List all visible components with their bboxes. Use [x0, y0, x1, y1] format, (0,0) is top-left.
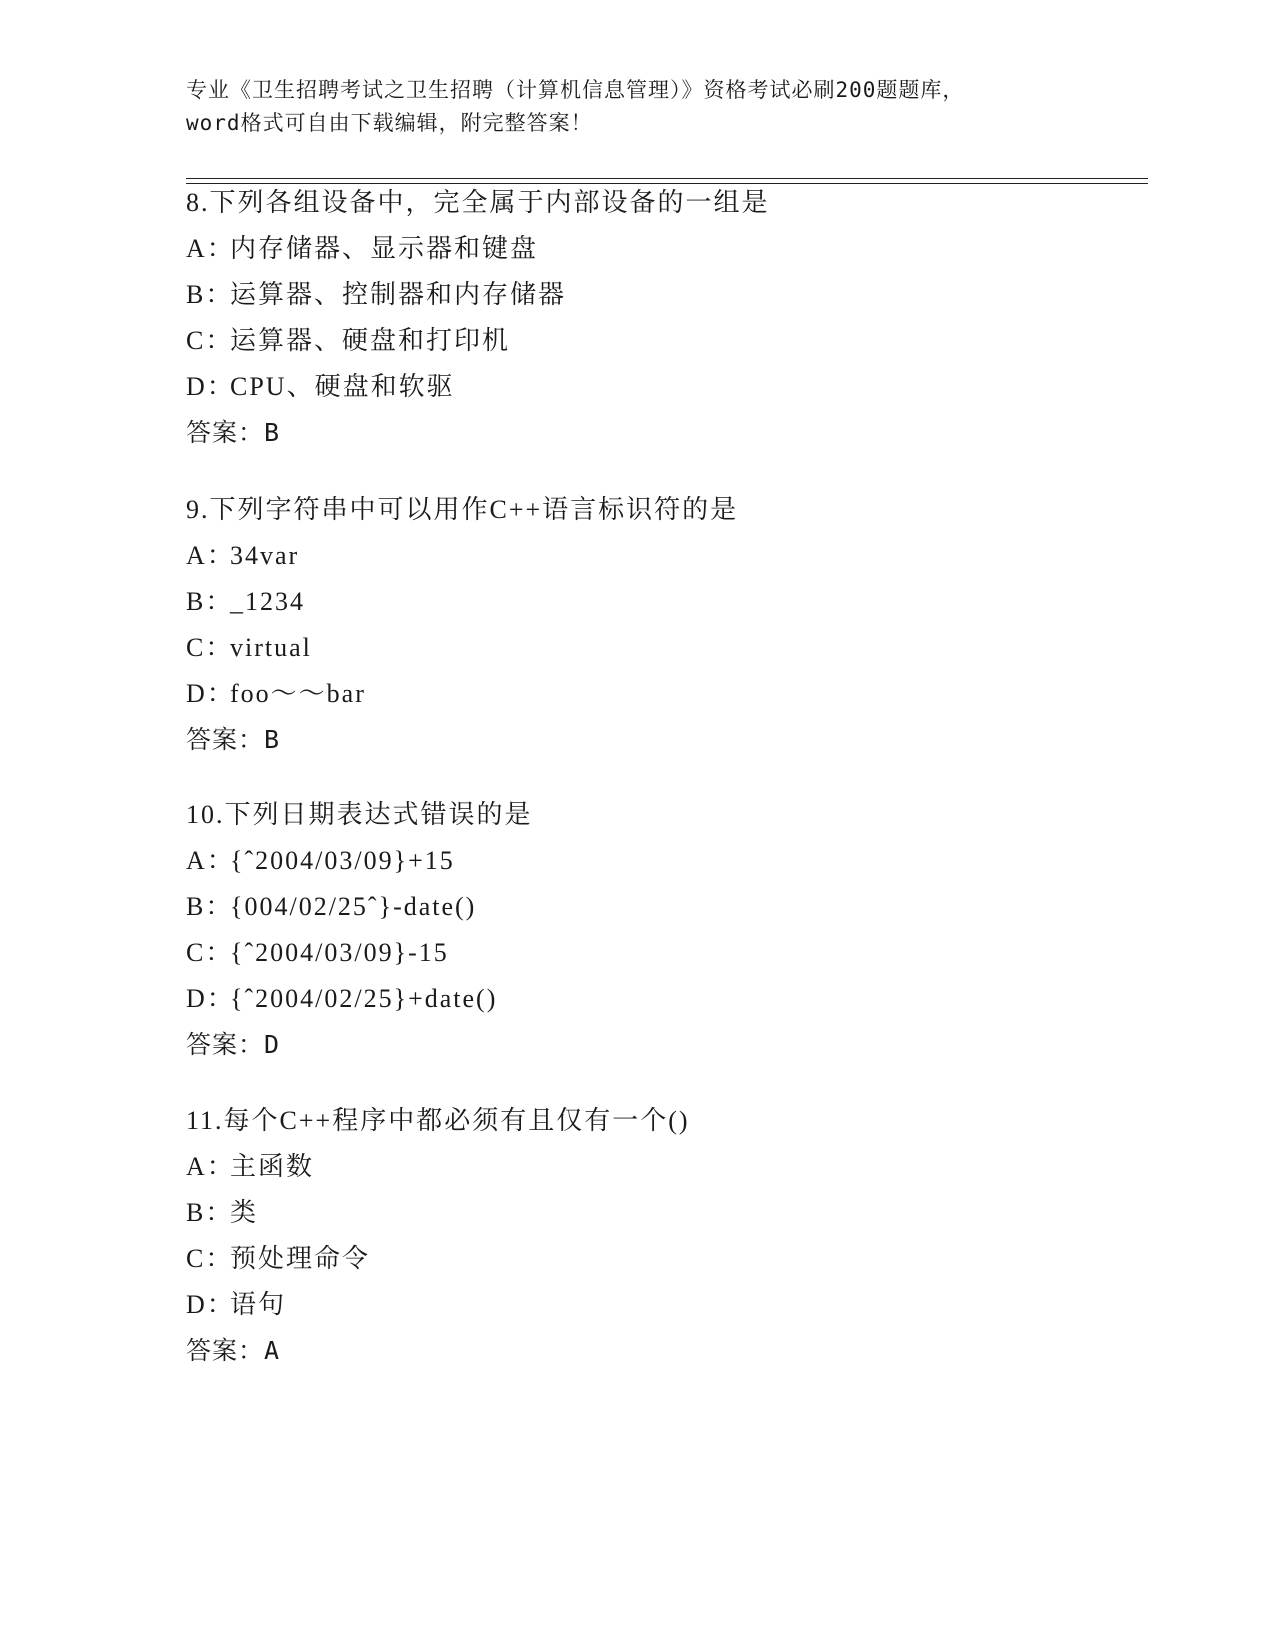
answer-line	[186, 717, 1146, 763]
option-key: C：	[186, 938, 234, 967]
option-a	[186, 226, 1146, 272]
answer-label: 答案：	[186, 1030, 265, 1059]
option-key: D：	[186, 679, 235, 708]
answer-label: 答案：	[186, 418, 265, 447]
option-text: 语句	[230, 1290, 287, 1319]
option-key: B：	[186, 1198, 234, 1227]
option-d	[186, 671, 1146, 717]
option-text: foo～～bar	[230, 679, 366, 708]
option-c	[186, 1236, 1146, 1282]
header-line-2: word格式可自由下载编辑，附完整答案！	[186, 111, 593, 135]
question-stem: 10.下列日期表达式错误的是	[186, 800, 533, 829]
answer-value: B	[264, 418, 281, 447]
question-11	[186, 1098, 1146, 1374]
option-text: {ˆ2004/02/25}+date()	[230, 984, 498, 1013]
question-stem: 8.下列各组设备中，完全属于内部设备的一组是	[186, 188, 770, 217]
option-text: 主函数	[230, 1152, 315, 1181]
header-line-1: 专业《卫生招聘考试之卫生招聘（计算机信息管理）》资格考试必刷200题题库，	[186, 78, 965, 102]
option-text: 运算器、控制器和内存储器	[230, 280, 567, 309]
question-8	[186, 180, 1146, 456]
question-stem: 11.每个C++程序中都必须有且仅有一个()	[186, 1106, 690, 1135]
document-header	[186, 74, 1086, 140]
option-key: B：	[186, 280, 234, 309]
option-a	[186, 533, 1146, 579]
option-d	[186, 1282, 1146, 1328]
option-key: A：	[186, 846, 235, 875]
answer-line	[186, 1328, 1146, 1374]
question-9	[186, 487, 1146, 763]
option-text: 类	[230, 1198, 259, 1227]
option-key: C：	[186, 326, 234, 355]
option-text: 预处理命令	[230, 1244, 371, 1273]
answer-line	[186, 410, 1146, 456]
answer-line	[186, 1022, 1146, 1068]
option-text: 运算器、硬盘和打印机	[230, 326, 511, 355]
option-key: D：	[186, 1290, 235, 1319]
option-text: {004/02/25ˆ}-date()	[230, 892, 477, 921]
option-text: CPU、硬盘和软驱	[230, 372, 455, 401]
option-text: 内存储器、显示器和键盘	[230, 234, 539, 263]
option-d	[186, 364, 1146, 410]
option-text: 34var	[230, 541, 300, 570]
option-text: virtual	[230, 633, 312, 662]
option-c	[186, 625, 1146, 671]
option-b	[186, 1190, 1146, 1236]
option-key: B：	[186, 587, 234, 616]
option-b	[186, 884, 1146, 930]
answer-label: 答案：	[186, 725, 265, 754]
option-text: _1234	[230, 587, 305, 616]
answer-label: 答案：	[186, 1336, 265, 1365]
option-d	[186, 976, 1146, 1022]
option-key: D：	[186, 372, 235, 401]
option-key: B：	[186, 892, 234, 921]
option-b	[186, 579, 1146, 625]
option-key: C：	[186, 633, 234, 662]
option-key: A：	[186, 1152, 235, 1181]
option-c	[186, 318, 1146, 364]
answer-value: A	[264, 1336, 281, 1365]
option-text: {ˆ2004/03/09}+15	[230, 846, 455, 875]
option-a	[186, 1144, 1146, 1190]
option-text: {ˆ2004/03/09}-15	[230, 938, 449, 967]
option-c	[186, 930, 1146, 976]
option-key: D：	[186, 984, 235, 1013]
header-divider-top	[186, 178, 1148, 179]
answer-value: D	[264, 1030, 281, 1059]
option-a	[186, 838, 1146, 884]
option-key: A：	[186, 541, 235, 570]
option-key: A：	[186, 234, 235, 263]
answer-value: B	[264, 725, 281, 754]
question-10	[186, 792, 1146, 1068]
option-b	[186, 272, 1146, 318]
option-key: C：	[186, 1244, 234, 1273]
question-stem: 9.下列字符串中可以用作C++语言标识符的是	[186, 495, 739, 524]
